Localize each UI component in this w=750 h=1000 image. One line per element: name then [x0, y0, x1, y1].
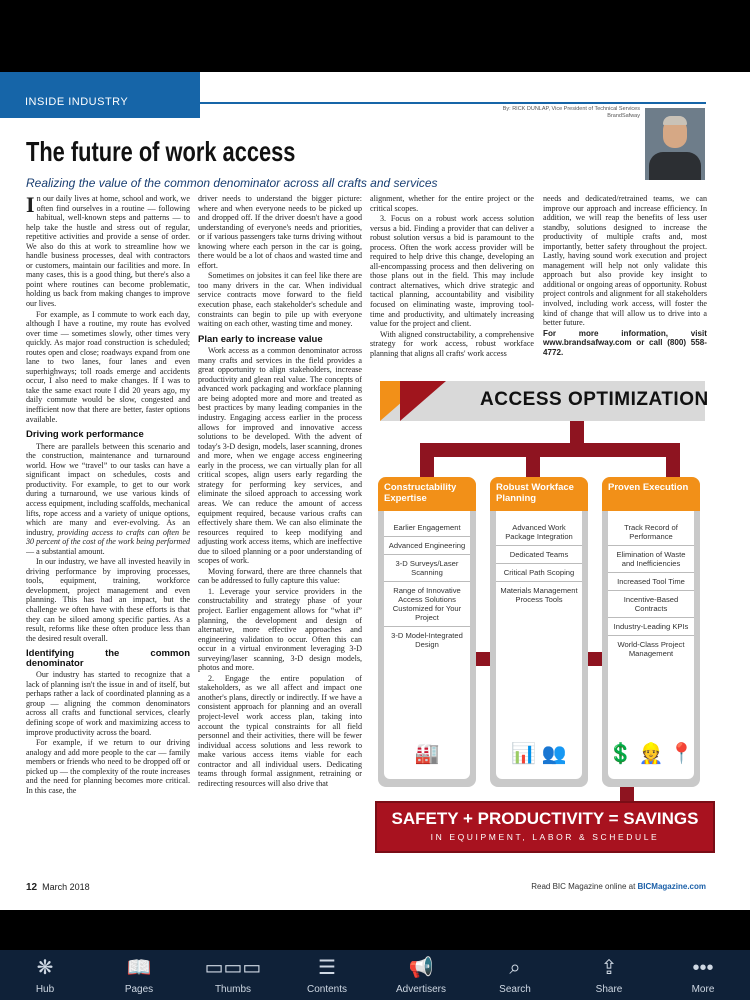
byline-author: By: RICK DUNLAP, Vice President of Technical Services: [502, 106, 640, 112]
search-icon: ⌕: [509, 957, 521, 979]
list-item: 3-D Surveys/Laser Scanning: [384, 555, 470, 582]
list-item: Range of Innovative Access Solutions Customized for Your Project: [384, 582, 470, 627]
more-icon: •••: [692, 957, 714, 979]
list-item: Industry-Leading KPIs: [608, 618, 694, 636]
list-item: Dedicated Teams: [496, 546, 582, 564]
paragraph: In our daily lives at home, school and work, we often find ourselves in a routine — following habitual, well-known steps and patterns — to help take the hustle and stress out of regular, repetitive activities and provide a sense of order. We also do this at work to streamline how we handle business processes, deal with contractors or customers, maintain our facilities and more. In many cases, this is a good thing, but there's also a point where routines can become problematic, holding us back from making changes to improve our lives.: [26, 194, 190, 309]
site-link[interactable]: BICMagazine.com: [637, 882, 706, 891]
paragraph: Sometimes on jobsites it can feel like there are too many drivers in the car. When individual service contracts move forward to the field execution phase, each stakeholder's schedule and constraints can begin to pile up with everyone waiting on each other, wasting time and money.: [198, 271, 362, 329]
share-icon: ⇪: [600, 957, 618, 979]
byline: [503, 106, 640, 120]
article-column-3: [370, 194, 534, 382]
column-workface-planning: [490, 477, 588, 787]
banner-subline: IN EQUIPMENT, LABOR & SCHEDULE: [430, 832, 660, 842]
section-label: INSIDE INDUSTRY: [25, 96, 129, 108]
article-title: The future of work access: [26, 136, 296, 167]
drop-cap: I: [26, 194, 35, 217]
article-column-4: [543, 194, 707, 382]
reader-toolbar: [0, 950, 750, 1000]
section-rule: [200, 102, 706, 104]
toolbar-thumbs-button[interactable]: [188, 950, 278, 1000]
list-item: World-Class Project Management: [617, 640, 685, 658]
page-footer-right: Read BIC Magazine online at BICMagazine.com: [531, 882, 706, 891]
toolbar-label: Advertisers: [395, 984, 446, 995]
access-optimization-infographic: [370, 377, 716, 877]
subheading: Plan early to increase value: [198, 333, 323, 345]
paragraph: Our industry has started to recognize that a lack of planning isn't the issue in and of itself, but perhaps rather a lack of coordinated planning as a group — aligning the common denominators across all crafts and functional services, clearly defining scope of work and maximizing access to improve productivity across the board.: [26, 670, 190, 737]
toolbar-label: More: [691, 984, 715, 995]
toolbar-label: Thumbs: [214, 984, 252, 995]
paragraph: 3. Focus on a robust work access solution versus a bid. Finding a provider that can deliver a robust solution versus a bid is paramount to the process. Often the work access provider will be required to help drive this change, developing an all-encompassing process and then delivering on those plans out in the field. This may include contract alternatives, which drive strategic and tactical planning, accountability and visibility focused on eliminating waste, improving tool-time and productivity, and ultimately increasing value for the project and client.: [370, 214, 534, 329]
article-subtitle: Realizing the value of the common denominator across all crafts and services: [26, 176, 438, 190]
page-number: 12: [26, 882, 38, 893]
page-footer-left: [26, 882, 90, 893]
toolbar-pages-button[interactable]: [94, 950, 184, 1000]
issue-date: March 2018: [42, 882, 90, 892]
article-column-2: [198, 194, 362, 888]
toolbar-label: Hub: [35, 984, 55, 995]
paragraph: driver needs to understand the bigger picture: where and when everyone needs to be picked up and dropped off. If the driver doesn't have a good understanding of everyone's needs and priorities, or if various passengers take turns driving without knowing where each person in the car is going, there would be a lot of chaos and wasted time and effort.: [198, 194, 362, 270]
magazine-page: [0, 72, 750, 910]
article-column-1: [26, 194, 190, 888]
contact-info[interactable]: For more information, visit www.brandsafway.com or call (800) 558-4772.: [543, 328, 707, 357]
subheading: Driving work performance: [26, 429, 144, 441]
toolbar-share-button[interactable]: [564, 950, 654, 1000]
savings-banner: [375, 801, 715, 853]
paragraph: Work access as a common denominator across many crafts and services in the field provides a great opportunity to align stakeholders, increase productivity and glean real value. The concepts of advanced work packaging and workface planning are being adopted more and more and treated as best practices by many leading companies in the industry. Engaging access earlier in the process allows for improved and innovative access solutions to be developed. With the advent of today's 3-D design, models, laser scanning, drones and more, when we engage access engineering early in the process, we can virtually plan for all critical scopes, align users early regarding the strategy for performing key services, and eliminate the siloed approach to accessing work areas. We can reduce the amount of access equipment required, because various crafts can effectively share them. We can also eliminate the resources required to keep modifying and adjusting work access items, which are ineffective due to siloed planning or a poor understanding of scopes of work.: [198, 346, 362, 566]
toolbar-more-button[interactable]: [658, 950, 748, 1000]
toolbar-label: Share: [595, 984, 623, 995]
infographic-title: ACCESS OPTIMIZATION: [480, 389, 709, 410]
paragraph: In our industry, we have all invested heavily in driving performance by improving processes, tools, equipment, training, workforce development, project management and even planning. This has had an impact, but the challenge we often have with these efforts is that they can be siloed among specific parties. As a result, reforms like these often produce less than the desired result overall.: [26, 557, 190, 643]
author-photo: [645, 108, 705, 180]
list-item: Advanced Work Package Integration: [496, 519, 582, 546]
list-item: Earlier Engagement: [384, 519, 470, 537]
list-item: 3-D Model-Integrated Design: [391, 631, 463, 649]
toolbar-hub-button[interactable]: [0, 950, 90, 1000]
column-constructability: [378, 477, 476, 787]
banner-headline: SAFETY + PRODUCTIVITY = SAVINGS: [391, 809, 699, 828]
toolbar-search-button[interactable]: [470, 950, 560, 1000]
paragraph: Moving forward, there are three channels that can be addressed to fully capture this value:: [198, 566, 362, 586]
list-item: Elimination of Waste and Inefficiencies: [608, 546, 694, 573]
refinery-icon: 🏭: [414, 743, 440, 765]
pages-icon: 📖: [126, 957, 152, 979]
list-item: Critical Path Scoping: [496, 564, 582, 582]
column-proven-execution: [602, 477, 700, 787]
subheading: Identifying the common denominator: [26, 648, 190, 669]
toolbar-advertisers-button[interactable]: [376, 950, 466, 1000]
toolbar-label: Pages: [124, 984, 154, 995]
paragraph: For example, if we return to our driving analogy and add more people to the car — family members or friends who need to be dropped off or picked up — the complexity of the route increases and the need for planning becomes more critical. In this case, the: [26, 738, 190, 795]
toolbar-contents-button[interactable]: [282, 950, 372, 1000]
megaphone-icon: 📢: [408, 957, 434, 979]
toolbar-label: Search: [499, 984, 531, 995]
hub-icon: ❋: [36, 957, 54, 979]
thumbs-icon: ▭▭▭: [204, 957, 262, 979]
paragraph: 2. Engage the entire population of stakeholders, as we all affect and impact one another's plans, directly or indirectly. If we have a consistent approach for planning and an overall project-level work access plan, taking into account the typical constraints for all field personnel and their activities, there will be fewer individual access solutions and less rework to make various access items viable for each contractor and all individual users. Dedicating teams through formal assignment, retraining or redirecting resources will also drive that: [198, 673, 362, 788]
list-item: Advanced Engineering: [384, 537, 470, 555]
column-heading: Constructability Expertise: [384, 482, 457, 504]
list-item: Track Record of Performance: [608, 519, 694, 546]
paragraph: alignment, whether for the entire project or the critical scopes.: [370, 194, 534, 213]
contents-icon: ☰: [318, 957, 336, 979]
list-item: Materials Management Process Tools: [500, 586, 578, 604]
paragraph: 1. Leverage your service providers in the constructability and strategy phase of your project. Earlier engagement allows for “what if” planning, the development and design of alternative, more effective approaches and engineering validation to occur. Often this can occur in a virtual environment leveraging 3-D surveying/laser scanning, 3-D design models, photos and more.: [198, 586, 362, 673]
section-tab: [0, 72, 200, 118]
paragraph: There are parallels between this scenario and the construction, maintenance and turnaround world. How we “travel” to our tasks can have a significant impact on schedules, costs and productivity. For example, to get to our work during a turnaround, we use various kinds of access equipment, including scaffolds, mechanical lifts, rope access and a variety of unique options, which are many and ever-evolving. As an industry, providing access to crafts can often be 30 percent of the cost of the work being performed — a substantial amount.: [26, 441, 190, 556]
column-heading: Proven Execution: [608, 482, 689, 493]
kpi-icons: 💲 👷 📍: [608, 743, 694, 765]
byline-company: BrandSafway: [607, 113, 640, 119]
paragraph: needs and dedicated/retrained teams, we can improve our approach and increase efficiency. In addition, we will reap the benefits of less user standby, solutions designed to increase the productivity of multiple crafts and, most importantly, better safety throughout the project. Lastly, having sound work execution and project management will help not only validate this approach but also provide key insight to additional or ongoing areas of opportunity. Robust project controls and alignment for all stakeholders involved, including work access, will foster the kind of change that will allow us to drive into a better future.: [543, 194, 707, 328]
paragraph: With aligned constructability, a comprehensive strategy for work access, robust workface planning that aligns all crafts' work access: [370, 329, 534, 358]
list-item: Incentive-Based Contracts: [608, 591, 694, 618]
team-chart-icon: 📊 👥: [511, 743, 567, 765]
list-item: Increased Tool Time: [608, 573, 694, 591]
column-heading: Robust Workface Planning: [496, 482, 574, 504]
infographic-title-ribbon: [380, 381, 709, 421]
toolbar-label: Contents: [306, 984, 348, 995]
paragraph: For example, as I commute to work each day, although I have a routine, my route has evolved over time — sometimes slowly, other times very quickly. As major road construction is scheduled; routes open and close; roadways expand from one lane to two lanes, four lanes and even superhighways; toll roads emerge and accidents occur, I also need to make changes. If I was to take the same exact route I did 20 years ago, my daily commute would be slow, congested and inefficient now that there are better, faster options available.: [26, 309, 190, 424]
